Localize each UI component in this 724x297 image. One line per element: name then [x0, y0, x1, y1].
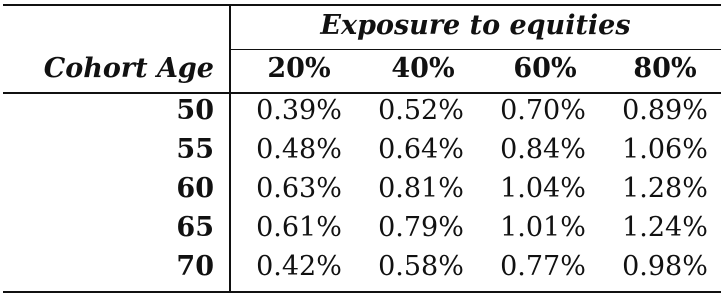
bottom-rule: [3, 291, 721, 293]
row-label-age: 55: [176, 134, 214, 165]
column-divider: [229, 4, 231, 293]
table-cell: 1.06%: [622, 134, 708, 165]
group-header-exposure: Exposure to equities: [320, 10, 631, 41]
table-cell: 0.79%: [378, 212, 464, 243]
table-cell: 0.52%: [378, 95, 464, 126]
row-label-age: 65: [176, 212, 214, 243]
table-cell: 0.77%: [500, 251, 586, 282]
column-header: 20%: [267, 53, 331, 84]
table-cell: 0.48%: [256, 134, 342, 165]
row-label-age: 70: [176, 251, 214, 282]
table-cell: 0.61%: [256, 212, 342, 243]
table-cell: 1.04%: [500, 173, 586, 204]
table-cell: 0.84%: [500, 134, 586, 165]
row-label-age: 50: [176, 95, 214, 126]
table-cell: 1.01%: [500, 212, 586, 243]
column-header: 60%: [513, 53, 577, 84]
table-cell: 0.81%: [378, 173, 464, 204]
table-cell: 0.89%: [622, 95, 708, 126]
table-cell: 0.39%: [256, 95, 342, 126]
group-header-rule: [230, 49, 721, 50]
table-cell: 0.58%: [378, 251, 464, 282]
table-cell: 0.63%: [256, 173, 342, 204]
row-header-cohort-age: Cohort Age: [43, 53, 214, 84]
top-rule: [3, 4, 721, 6]
row-label-age: 60: [176, 173, 214, 204]
table-cell: 1.24%: [622, 212, 708, 243]
table-cell: 1.28%: [622, 173, 708, 204]
table-cell: 0.98%: [622, 251, 708, 282]
column-header: 40%: [391, 53, 455, 84]
column-header: 80%: [633, 53, 697, 84]
data-table: [3, 4, 721, 293]
table-cell: 0.70%: [500, 95, 586, 126]
table-cell: 0.42%: [256, 251, 342, 282]
header-rule: [3, 92, 721, 94]
table-cell: 0.64%: [378, 134, 464, 165]
